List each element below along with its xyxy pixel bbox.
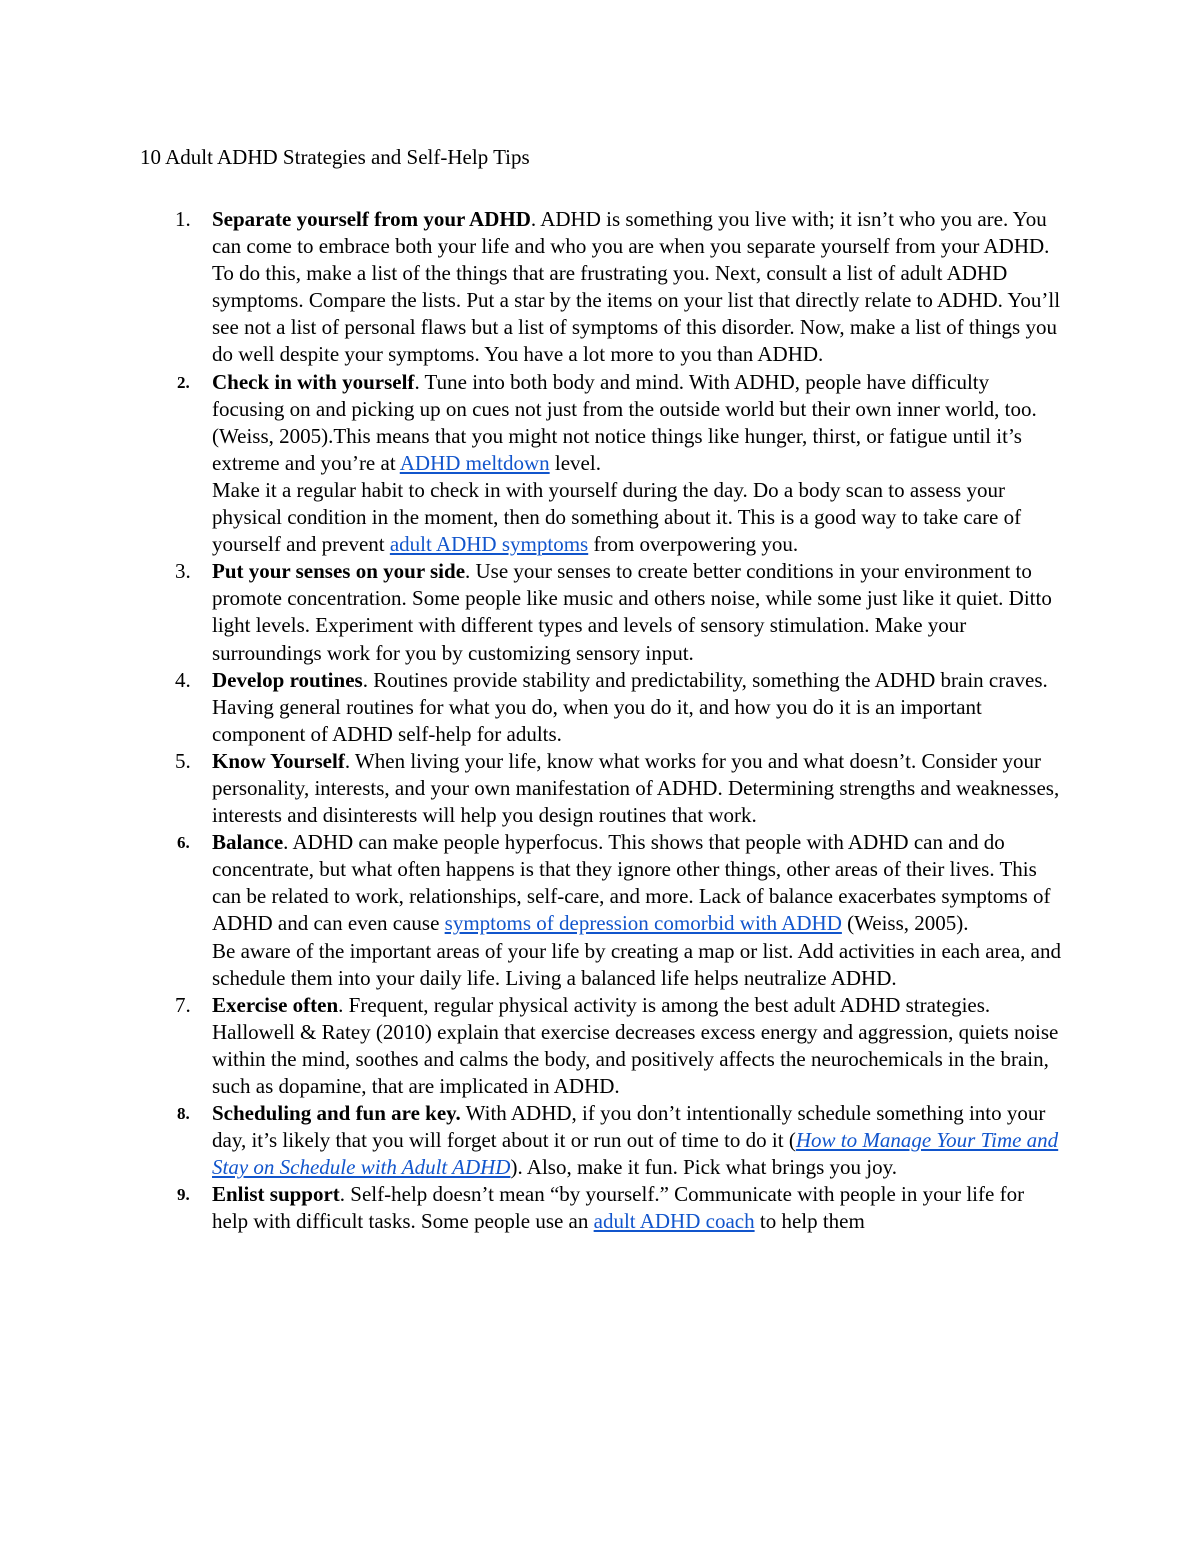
list-item bbox=[0, 206, 1062, 369]
tip-text: . Tune into both body and mind. With ADHD, people have difficulty focusing on and picking up on cues not just from the outside world but their own inner world, too. (Weiss, 2005).This means that you might not notice things like hunger, thirst, or fatigue until it’s extreme and you’re at bbox=[212, 369, 1037, 475]
list-item-number: 3. bbox=[175, 559, 191, 584]
list-item-number: 5. bbox=[175, 748, 191, 773]
list-item-number: 9. bbox=[177, 1185, 190, 1205]
list-item bbox=[0, 1100, 1062, 1181]
tip-paragraph bbox=[212, 1100, 1062, 1181]
tip-text: . Use your senses to create better conditions in your environment to promote concentration. Some people like music and others noise, while some just like it quiet. Ditto light levels. Experiment with different types and levels of sensory stimulation. Make your surroundings work for you by customizing sensory input. bbox=[212, 559, 1052, 665]
tip-text: (Weiss, 2005). bbox=[841, 911, 969, 936]
list-item bbox=[0, 558, 1062, 666]
list-item-number: 7. bbox=[175, 992, 191, 1017]
tip-title: Develop routines bbox=[212, 667, 363, 692]
list-item bbox=[0, 1181, 1062, 1235]
tip-paragraph bbox=[212, 667, 1062, 748]
tip-paragraph: To do this, make a list of the things that are frustrating you. Next, consult a list of adult ADHD symptoms. Compare the lists. Put a star by the items on your list that directly relate to ADHD. You’ll see not a list of personal flaws but a list of symptoms of this disorder. Now, make a list of things you do well despite your symptoms. You have a lot more to you than ADHD. bbox=[212, 261, 1061, 367]
list-item-number: 6. bbox=[177, 833, 190, 853]
tip-paragraph bbox=[212, 206, 1062, 260]
tip-title: Check in with yourself bbox=[212, 369, 415, 394]
tip-paragraph bbox=[212, 477, 1062, 558]
adhd-coach-link[interactable]: adult ADHD coach bbox=[593, 1209, 755, 1234]
list-item-number: 2. bbox=[177, 372, 190, 392]
list-item bbox=[0, 369, 1062, 559]
tip-paragraph bbox=[212, 1181, 1062, 1235]
tip-text: . ADHD can make people hyperfocus. This shows that people with ADHD can and do concentrate, but what often happens is that they ignore other things, other areas of their lives. This can be related to work, relationships, self-care, and more. Lack of balance exacerbates symptoms of ADHD and can even cause bbox=[212, 830, 1051, 936]
tip-text: level. bbox=[549, 450, 601, 475]
tip-text: With ADHD, if you don’t intentionally schedule something into your day, it’s likely that you will forget about it or run out of time to do it ( bbox=[212, 1101, 1046, 1153]
tip-text: . Frequent, regular physical activity is among the best adult ADHD strategies. Hallowell & Ratey (2010) explain that exercise decreases excess energy and aggression, quiets noise within the mind, soothes and calms the body, and positively affects the neurochemicals in the brain, such as dopamine, that are implicated in ADHD. bbox=[212, 992, 1059, 1098]
tip-text: . Self-help doesn’t mean “by yourself.” Communicate with people in your life for help with difficult tasks. Some people use an bbox=[212, 1182, 1025, 1234]
tip-paragraph bbox=[212, 369, 1062, 477]
tip-paragraph bbox=[212, 558, 1062, 666]
tip-text: . ADHD is something you live with; it isn’t who you are. You can come to embrace both your life and who you are when you separate yourself from your ADHD. bbox=[212, 207, 1050, 259]
tip-title: Separate yourself from your ADHD bbox=[212, 207, 531, 231]
list-item-number: 8. bbox=[177, 1104, 190, 1124]
list-item-number: 4. bbox=[175, 667, 191, 692]
document-title: 10 Adult ADHD Strategies and Self-Help Tips bbox=[140, 145, 530, 169]
list-item bbox=[0, 748, 1062, 829]
list-item-number: 1. bbox=[175, 207, 191, 231]
tip-text: ). Also, make it fun. Pick what brings you joy. bbox=[510, 1155, 897, 1180]
tip-title: Scheduling and fun are key. bbox=[212, 1101, 461, 1126]
tip-text: to help them bbox=[754, 1209, 865, 1234]
tip-title: Balance bbox=[212, 830, 284, 855]
tip-text: Make it a regular habit to check in with yourself during the day. Do a body scan to assess your physical condition in the moment, then do something about it. This is a good way to take care of yourself and prevent bbox=[212, 477, 1022, 557]
tip-paragraph bbox=[212, 992, 1062, 1100]
list-item bbox=[0, 829, 1062, 992]
tip-text: . Routines provide stability and predictability, something the ADHD brain craves. Having general routines for what you do, when you do it, and how you do it is an important component of ADHD self-help for adults. bbox=[212, 667, 1048, 746]
tips-list bbox=[0, 206, 1200, 1236]
adhd-meltdown-link[interactable]: ADHD meltdown bbox=[399, 450, 550, 475]
depression-comorbid-link[interactable]: symptoms of depression comorbid with ADHD bbox=[444, 911, 842, 936]
tip-title: Know Yourself bbox=[212, 748, 345, 773]
tip-text: . When living your life, know what works for you and what doesn’t. Consider your personality, interests, and your own manifestation of ADHD. Determining strengths and weaknesses, interests and disinterests will help you design routines that work. bbox=[212, 748, 1060, 828]
tip-title: Exercise often bbox=[212, 992, 339, 1017]
adult-adhd-symptoms-link[interactable]: adult ADHD symptoms bbox=[389, 532, 589, 557]
tip-text: from overpowering you. bbox=[588, 532, 799, 557]
list-item bbox=[0, 992, 1062, 1100]
manage-time-link[interactable]: How to Manage Your Time and Stay on Schedule with Adult ADHD bbox=[212, 1128, 1059, 1180]
tip-title: Put your senses on your side bbox=[212, 559, 466, 584]
tip-paragraph: Be aware of the important areas of your life by creating a map or list. Add activities in each area, and schedule them into your daily life. Living a balanced life helps neutralize ADHD. bbox=[212, 938, 1062, 990]
list-item bbox=[0, 667, 1062, 748]
tip-paragraph bbox=[212, 748, 1062, 829]
tip-paragraph bbox=[212, 829, 1062, 937]
tip-title: Enlist support bbox=[212, 1182, 340, 1207]
